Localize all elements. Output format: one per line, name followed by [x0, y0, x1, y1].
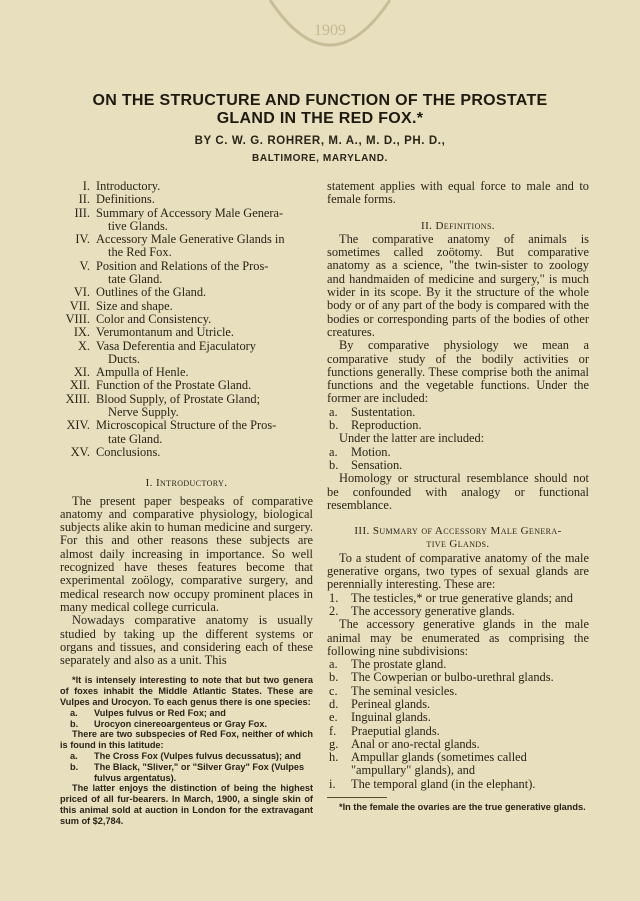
list-item-label: f. — [329, 723, 337, 738]
list-item-label: 1. — [329, 590, 339, 605]
list-item-label: g. — [329, 736, 339, 751]
list-item — [327, 446, 589, 459]
footnote-left — [60, 675, 313, 826]
section-2-heading: II. Definitions. — [421, 219, 495, 232]
section-3-paragraph-1: To a student of comparative anatomy of the male generative organs, two types of sexual glands are perennially interesting. These are: — [327, 550, 589, 592]
toc-title-line: Color and Consistency. — [96, 311, 212, 326]
toc-number: VIII. — [65, 311, 90, 326]
toc-title — [96, 446, 313, 459]
toc-entry — [60, 300, 313, 313]
toc-title-line: Vasa Deferentia and Ejaculatory — [96, 338, 256, 353]
toc-number: XI. — [73, 365, 90, 380]
toc-title — [96, 379, 313, 392]
section-3-heading-line-1: III. Summary of Accessory Male Genera- — [354, 525, 562, 538]
list-item-text: Sensation. — [351, 457, 403, 472]
list-item-label: b. — [329, 418, 339, 433]
list-item — [327, 419, 589, 432]
list-item — [327, 778, 589, 791]
toc-title-line: Size and shape. — [96, 298, 173, 313]
list-item — [327, 658, 589, 671]
list-item — [327, 685, 589, 698]
list-item — [60, 762, 313, 784]
list-item — [327, 605, 589, 618]
section-2-paragraph-2: By comparative physiology we mean a comparative study of the bodily activities or functions generally. These comprise both the animal functions and the vegetable functions. Under the former are included: — [327, 338, 589, 406]
list-item-text: Anal or ano-rectal glands. — [351, 736, 480, 751]
toc-title-line: Definitions. — [96, 192, 155, 207]
list-item-text: The prostate gland. — [351, 657, 447, 672]
list-item-label: b. — [329, 670, 339, 685]
list-item — [60, 751, 313, 762]
toc-number: V. — [79, 258, 90, 273]
section-3-heading — [327, 525, 589, 552]
section-1-heading: I. Introductory. — [145, 477, 228, 490]
gland-types-list — [327, 592, 589, 619]
list-item-label: e. — [329, 710, 338, 725]
toc-number: VII. — [69, 298, 90, 313]
list-item — [327, 592, 589, 605]
subspecies-list — [60, 751, 313, 783]
toc-entry — [60, 393, 313, 420]
article-title — [40, 92, 600, 128]
stamp-text: 1909 — [314, 22, 346, 39]
toc-entry — [60, 313, 313, 326]
toc-entry — [60, 340, 313, 367]
list-item — [327, 711, 589, 724]
list-item-text: Urocyon cinereoargenteus or Gray Fox. — [94, 718, 268, 729]
list-item-label: h. — [329, 750, 339, 765]
glands-list — [327, 658, 589, 791]
toc-entry — [60, 286, 313, 299]
footnote-intro — [60, 675, 313, 707]
list-item-text: The accessory generative glands. — [351, 603, 515, 618]
right-column — [327, 180, 589, 813]
list-item-text: Reproduction. — [351, 418, 422, 433]
toc-title-line: tate Gland. — [108, 431, 163, 446]
toc-number: X. — [77, 338, 90, 353]
list-item-label: b. — [70, 718, 79, 729]
toc-entry — [60, 379, 313, 392]
list-item-label: a. — [329, 657, 338, 672]
toc-number: I. — [82, 179, 90, 193]
list-item-text: Ampullar glands (sometimes called "ampullary" glands), and — [351, 750, 527, 778]
footnote-rule — [327, 797, 387, 798]
toc-number: IV. — [75, 232, 90, 247]
toc-title-line: Blood Supply, of Prostate Gland; — [96, 391, 261, 406]
toc-title — [96, 366, 313, 379]
title-line-2: GLAND IN THE RED FOX.* — [216, 110, 424, 127]
toc-entry — [60, 193, 313, 206]
list-item — [60, 708, 313, 719]
list-item-text: Vulpes fulvus or Red Fox; and — [94, 707, 226, 718]
toc-title-line: Accessory Male Generative Glands in — [96, 232, 285, 247]
toc-number: IX. — [73, 325, 90, 340]
footnote-right-text: *In the female the ovaries are the true generative glands. — [339, 802, 586, 813]
toc-title — [96, 207, 313, 234]
list-item-text: Praeputial glands. — [351, 723, 440, 738]
toc-title-line: tate Gland. — [108, 272, 163, 287]
list-item-label: c. — [329, 683, 338, 698]
latter-intro: Under the latter are included: — [339, 431, 485, 446]
toc-title-line: Microscopical Structure of the Pros- — [96, 418, 277, 433]
toc-number: XV. — [70, 444, 90, 459]
list-item-text: The testicles,* or true generative glands; and — [351, 590, 573, 605]
toc-title-line: Verumontanum and Utricle. — [96, 325, 234, 340]
section-1-paragraph-1: The present paper bespeaks of comparative anatomy and comparative physiology, biological subjects alike akin to human medicine and surgery. For this and other reasons these subjects are almost daily increasing in importance. So well recognized have theses features become that experimental zoölogy, comparative surgery, and medical research now occupy prominent places in many medical college curricula. — [60, 493, 313, 614]
library-stamp — [260, 0, 400, 70]
list-item-text: Sustentation. — [351, 404, 416, 419]
list-item-text: Perineal glands. — [351, 696, 431, 711]
toc-number: XIII. — [65, 391, 90, 406]
toc-title-line: the Red Fox. — [108, 245, 172, 260]
list-item-text: Motion. — [351, 444, 391, 459]
section-3-paragraph-2: The accessory generative glands in the male animal may be enumerated as comprising the following nine subdivisions: — [327, 617, 589, 658]
title-line-1: ON THE STRUCTURE AND FUNCTION OF THE PROSTATE — [92, 92, 548, 109]
subspecies-intro: There are two subspecies of Red Fox, neither of which is found in this latitude: — [60, 729, 313, 751]
toc-title-line: tive Glands. — [108, 218, 168, 233]
toc-entry — [60, 260, 313, 287]
list-item-text: The seminal vesicles. — [351, 683, 458, 698]
list-item-label: a. — [329, 404, 338, 419]
list-item — [327, 698, 589, 711]
list-item — [327, 738, 589, 751]
list-item-text: The Cowperian or bulbo-urethral glands. — [351, 670, 554, 685]
list-item-label: 2. — [329, 603, 339, 618]
toc-number: XII. — [69, 378, 90, 393]
list-item-text: The Black, "Sliver," or "Silver Gray" Fox (Vulpes fulvus argentatus). — [94, 761, 305, 783]
toc-entry — [60, 207, 313, 234]
toc-title — [96, 260, 313, 287]
list-item — [60, 719, 313, 730]
list-item-label: a. — [70, 750, 78, 761]
toc-title-line: Position and Relations of the Pros- — [96, 258, 269, 273]
footnote-closing: The latter enjoys the distinction of being the highest priced of all fur-bearers. In March, 1900, a single skin of this animal sold at auction in London for the extravagant sum of $2,784. — [60, 783, 313, 826]
toc-title-line: Function of the Prostate Gland. — [96, 378, 252, 393]
toc-entry — [60, 180, 313, 193]
toc-title — [96, 233, 313, 260]
list-item — [327, 406, 589, 419]
toc-entry — [60, 446, 313, 459]
toc-title — [96, 180, 313, 193]
toc-title-line: Summary of Accessory Male Genera- — [96, 205, 284, 220]
toc-title — [96, 419, 313, 446]
list-item — [327, 671, 589, 684]
toc-title-line: Introductory. — [96, 179, 161, 193]
toc-title — [96, 300, 313, 313]
list-item-text: The temporal gland (in the elephant). — [351, 776, 536, 791]
footnote-intro-text: *It is intensely interesting to note that but two genera of foxes inhabit the Middle Atlantic States. These are Vulpes and Urocyon. To each genus there is one species: — [60, 675, 313, 707]
toc-title — [96, 313, 313, 326]
toc-entry — [60, 419, 313, 446]
list-item — [327, 459, 589, 472]
list-item-label: d. — [329, 696, 339, 711]
list-item-label: a. — [329, 444, 338, 459]
toc-title-line: Conclusions. — [96, 444, 161, 459]
toc-title — [96, 340, 313, 367]
toc-title-line: Nerve Supply. — [108, 405, 179, 420]
toc-number: II. — [78, 192, 90, 207]
toc-number: III. — [74, 205, 90, 220]
toc-entry — [60, 233, 313, 260]
footnote-right — [327, 802, 589, 813]
toc-entry — [60, 326, 313, 339]
toc-title — [96, 193, 313, 206]
list-item-text: The Cross Fox (Vulpes fulvus decussatus); and — [94, 750, 301, 761]
toc-entry — [60, 366, 313, 379]
section-1-paragraph-2: Nowadays comparative anatomy is usually studied by taking up the different systems or organs and tissues, and considering each of these separately and also as a unit. This — [60, 613, 313, 668]
toc-title — [96, 393, 313, 420]
list-item — [327, 725, 589, 738]
toc-title — [96, 286, 313, 299]
toc-title-line: Ducts. — [108, 351, 141, 366]
latter-list — [327, 446, 589, 473]
toc-number: VI. — [73, 285, 90, 300]
section-2-paragraph-3: Homology or structural resemblance should not be confounded with analogy or functional resemblance. — [327, 471, 589, 512]
list-item-label: b. — [329, 457, 339, 472]
left-column — [60, 180, 313, 827]
list-item-label: b. — [70, 761, 79, 772]
table-of-contents — [60, 180, 313, 459]
toc-title — [96, 326, 313, 339]
list-item-label: a. — [70, 707, 78, 718]
toc-title-line: Outlines of the Gland. — [96, 285, 207, 300]
list-item-label: i. — [329, 776, 336, 791]
toc-number: XIV. — [66, 418, 90, 433]
section-2-paragraph-1: The comparative anatomy of animals is sometimes called zoötomy. But comparative anatomy as a science, "the twin-sister to zoology and handmaiden of medicine and surgery," is much wider in its scope. By it the structure of the whole body or of any part of the body is compared with the bodies or corresponding parts of the bodies of other creatures. — [327, 231, 589, 339]
species-list — [60, 708, 313, 730]
list-item-text: Inguinal glands. — [351, 710, 431, 725]
author-byline: BY C. W. G. ROHRER, M. A., M. D., PH. D., — [194, 135, 446, 147]
toc-title-line: Ampulla of Henle. — [96, 365, 189, 380]
former-list — [327, 406, 589, 433]
continuation-text: statement applies with equal force to male and to female forms. — [327, 179, 589, 207]
list-item — [327, 751, 589, 778]
author-location: BALTIMORE, MARYLAND. — [252, 153, 388, 164]
section-3-heading-line-2: tive Glands. — [426, 538, 490, 551]
